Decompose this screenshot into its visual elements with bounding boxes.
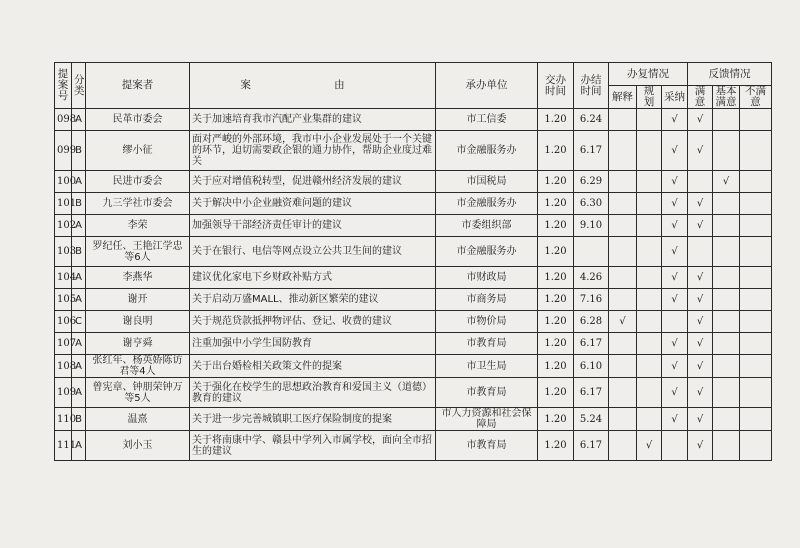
- check-basic: [713, 131, 740, 171]
- row-id: 103: [55, 237, 72, 267]
- row-completed: 7.16: [574, 289, 609, 311]
- row-id: 102: [55, 215, 72, 237]
- check-basic: [713, 215, 740, 237]
- check-explain: [609, 237, 637, 267]
- check-adopt: √: [662, 333, 688, 355]
- check-adopt: √: [662, 378, 688, 408]
- check-explain: [609, 378, 637, 408]
- row-category: A: [72, 215, 86, 237]
- row-title: 关于进一步完善城镇职工医疗保险制度的提案: [190, 408, 436, 431]
- row-proposer: 罗纪任、王艳江学忠等6人: [86, 237, 190, 267]
- row-category: A: [72, 267, 86, 289]
- row-title: 加强领导干部经济责任审计的建议: [190, 215, 436, 237]
- check-adopt: [662, 311, 688, 333]
- table-row: [55, 333, 772, 355]
- check-plan: [637, 408, 662, 431]
- row-proposer: 九三学社市委会: [86, 193, 190, 215]
- row-category: C: [72, 311, 86, 333]
- check-satisfied: √: [688, 267, 713, 289]
- row-category: A: [72, 289, 86, 311]
- row-assigned: 1.20: [538, 311, 574, 333]
- check-satisfied: √: [688, 311, 713, 333]
- row-title: 关于应对增值税转型，促进赣州经济发展的建议: [190, 171, 436, 193]
- check-plan: [637, 171, 662, 193]
- check-unsatisfied: [740, 109, 772, 131]
- check-plan: √: [637, 431, 662, 461]
- table-row: [55, 289, 772, 311]
- table-row: [55, 431, 772, 461]
- row-title: 关于在银行、电信等网点设立公共卫生间的建议: [190, 237, 436, 267]
- check-explain: [609, 333, 637, 355]
- row-completed: 4.26: [574, 267, 609, 289]
- check-adopt: √: [662, 267, 688, 289]
- row-title: 关于将南康中学、赣县中学列入市属学校，面向全市招生的建议: [190, 431, 436, 461]
- check-basic: [713, 237, 740, 267]
- row-assigned: 1.20: [538, 109, 574, 131]
- row-completed: 6.24: [574, 109, 609, 131]
- row-id: 110: [55, 408, 72, 431]
- row-unit: 市金融服务办: [436, 131, 538, 171]
- row-category: A: [72, 378, 86, 408]
- header-unit: 承办单位: [436, 63, 538, 109]
- row-id: 098: [55, 109, 72, 131]
- row-unit: 市国税局: [436, 171, 538, 193]
- row-proposer: 谢亨舜: [86, 333, 190, 355]
- check-plan: [637, 378, 662, 408]
- row-category: B: [72, 237, 86, 267]
- check-satisfied: √: [688, 408, 713, 431]
- check-unsatisfied: [740, 193, 772, 215]
- row-completed: [574, 237, 609, 267]
- row-assigned: 1.20: [538, 237, 574, 267]
- check-explain: [609, 431, 637, 461]
- table-body: [55, 109, 772, 461]
- row-proposer: 刘小玉: [86, 431, 190, 461]
- check-adopt: √: [662, 289, 688, 311]
- row-proposer: 缪小征: [86, 131, 190, 171]
- row-title: 关于解决中小企业融资难问题的建议: [190, 193, 436, 215]
- row-unit: 市财政局: [436, 267, 538, 289]
- check-explain: [609, 193, 637, 215]
- check-unsatisfied: [740, 237, 772, 267]
- row-proposer: 李燕华: [86, 267, 190, 289]
- row-assigned: 1.20: [538, 431, 574, 461]
- check-plan: [637, 289, 662, 311]
- check-unsatisfied: [740, 378, 772, 408]
- row-completed: 6.28: [574, 311, 609, 333]
- row-unit: 市金融服务办: [436, 237, 538, 267]
- row-id: 100: [55, 171, 72, 193]
- check-basic: [713, 408, 740, 431]
- row-category: A: [72, 431, 86, 461]
- row-completed: 6.10: [574, 355, 609, 378]
- check-basic: [713, 378, 740, 408]
- row-id: 108: [55, 355, 72, 378]
- row-assigned: 1.20: [538, 333, 574, 355]
- row-id: 105: [55, 289, 72, 311]
- header-category: 分类: [72, 63, 86, 109]
- row-unit: 市工信委: [436, 109, 538, 131]
- check-unsatisfied: [740, 267, 772, 289]
- check-adopt: √: [662, 131, 688, 171]
- check-basic: [713, 267, 740, 289]
- check-plan: [637, 333, 662, 355]
- row-id: 101: [55, 193, 72, 215]
- header-reply-group: 办复情况: [609, 63, 688, 86]
- header-feedback-group: 反馈情况: [688, 63, 772, 86]
- check-plan: [637, 355, 662, 378]
- header-reply-plan: 规划: [637, 86, 662, 109]
- header-feedback-satisfied: 满意: [688, 86, 713, 109]
- row-category: A: [72, 333, 86, 355]
- row-category: A: [72, 109, 86, 131]
- check-unsatisfied: [740, 289, 772, 311]
- check-satisfied: √: [688, 355, 713, 378]
- table-row: [55, 378, 772, 408]
- row-unit: 市教育局: [436, 378, 538, 408]
- check-explain: [609, 109, 637, 131]
- check-basic: [713, 311, 740, 333]
- row-completed: 6.29: [574, 171, 609, 193]
- check-satisfied: √: [688, 131, 713, 171]
- check-satisfied: √: [688, 193, 713, 215]
- row-completed: 6.17: [574, 378, 609, 408]
- check-satisfied: [688, 171, 713, 193]
- table-row: [55, 109, 772, 131]
- check-plan: [637, 131, 662, 171]
- row-unit: 市教育局: [436, 333, 538, 355]
- check-explain: √: [609, 311, 637, 333]
- row-title: 建议优化家电下乡财政补贴方式: [190, 267, 436, 289]
- row-completed: 6.17: [574, 333, 609, 355]
- row-id: 106: [55, 311, 72, 333]
- row-id: 107: [55, 333, 72, 355]
- table-row: [55, 355, 772, 378]
- row-completed: 6.17: [574, 131, 609, 171]
- check-explain: [609, 289, 637, 311]
- row-completed: 6.17: [574, 431, 609, 461]
- check-satisfied: √: [688, 289, 713, 311]
- check-plan: [637, 215, 662, 237]
- check-explain: [609, 408, 637, 431]
- row-assigned: 1.20: [538, 378, 574, 408]
- check-unsatisfied: [740, 408, 772, 431]
- row-assigned: 1.20: [538, 171, 574, 193]
- check-adopt: √: [662, 109, 688, 131]
- row-proposer: 温熹: [86, 408, 190, 431]
- check-unsatisfied: [740, 355, 772, 378]
- row-proposer: 曾宪章、钟朋荣钟万等5人: [86, 378, 190, 408]
- check-plan: [637, 193, 662, 215]
- header-feedback-unsatisfied: 不满意: [740, 86, 772, 109]
- check-explain: [609, 171, 637, 193]
- row-title: 关于出台婚检相关政策文件的提案: [190, 355, 436, 378]
- row-assigned: 1.20: [538, 289, 574, 311]
- header-reply-adopt: 采纳: [662, 86, 688, 109]
- row-unit: 市教育局: [436, 431, 538, 461]
- check-basic: √: [713, 171, 740, 193]
- row-category: B: [72, 193, 86, 215]
- header-id: 提案号: [55, 63, 72, 109]
- check-adopt: √: [662, 193, 688, 215]
- row-unit: 市商务局: [436, 289, 538, 311]
- check-explain: [609, 355, 637, 378]
- row-completed: 9.10: [574, 215, 609, 237]
- check-unsatisfied: [740, 215, 772, 237]
- header-completed: 办结时间: [574, 63, 609, 109]
- check-explain: [609, 215, 637, 237]
- row-category: B: [72, 131, 86, 171]
- row-proposer: 民革市委会: [86, 109, 190, 131]
- header-title: 案 由: [190, 63, 436, 109]
- check-unsatisfied: [740, 311, 772, 333]
- check-unsatisfied: [740, 171, 772, 193]
- check-explain: [609, 267, 637, 289]
- row-title: 关于启动万盛MALL、推动新区繁荣的建议: [190, 289, 436, 311]
- check-plan: [637, 267, 662, 289]
- check-adopt: √: [662, 215, 688, 237]
- check-satisfied: √: [688, 431, 713, 461]
- row-assigned: 1.20: [538, 131, 574, 171]
- row-assigned: 1.20: [538, 215, 574, 237]
- row-id: 111: [55, 431, 72, 461]
- table-row: [55, 171, 772, 193]
- row-unit: 市人力资源和社会保障局: [436, 408, 538, 431]
- check-satisfied: √: [688, 109, 713, 131]
- row-proposer: 谢良明: [86, 311, 190, 333]
- table-row: [55, 237, 772, 267]
- table-row: [55, 408, 772, 431]
- check-basic: [713, 289, 740, 311]
- row-id: 099: [55, 131, 72, 171]
- check-satisfied: √: [688, 333, 713, 355]
- check-basic: [713, 431, 740, 461]
- row-title: 注重加强中小学生国防教育: [190, 333, 436, 355]
- check-satisfied: √: [688, 215, 713, 237]
- check-adopt: [662, 431, 688, 461]
- row-assigned: 1.20: [538, 355, 574, 378]
- table-row: [55, 311, 772, 333]
- row-assigned: 1.20: [538, 408, 574, 431]
- row-unit: 市物价局: [436, 311, 538, 333]
- check-adopt: √: [662, 237, 688, 267]
- row-assigned: 1.20: [538, 193, 574, 215]
- check-unsatisfied: [740, 131, 772, 171]
- row-assigned: 1.20: [538, 267, 574, 289]
- check-explain: [609, 131, 637, 171]
- check-satisfied: √: [688, 378, 713, 408]
- table-row: [55, 131, 772, 171]
- table-row: [55, 193, 772, 215]
- row-id: 109: [55, 378, 72, 408]
- table-row: [55, 215, 772, 237]
- table-row: [55, 267, 772, 289]
- header-proposer: 提案者: [86, 63, 190, 109]
- check-adopt: √: [662, 408, 688, 431]
- row-proposer: 张红年、杨英娇陈访君等4人: [86, 355, 190, 378]
- row-unit: 市卫生局: [436, 355, 538, 378]
- row-proposer: 李荣: [86, 215, 190, 237]
- row-title: 关于强化在校学生的思想政治教育和爱国主义（道德）教育的建议: [190, 378, 436, 408]
- check-basic: [713, 333, 740, 355]
- header-reply-explain: 解释: [609, 86, 637, 109]
- check-adopt: √: [662, 355, 688, 378]
- row-unit: 市委组织部: [436, 215, 538, 237]
- check-adopt: √: [662, 171, 688, 193]
- check-unsatisfied: [740, 333, 772, 355]
- check-satisfied: [688, 237, 713, 267]
- row-category: A: [72, 171, 86, 193]
- row-title: 关于加速培育我市汽配产业集群的建议: [190, 109, 436, 131]
- row-completed: 5.24: [574, 408, 609, 431]
- row-completed: 6.30: [574, 193, 609, 215]
- row-category: A: [72, 355, 86, 378]
- check-basic: [713, 355, 740, 378]
- check-plan: [637, 311, 662, 333]
- row-id: 104: [55, 267, 72, 289]
- row-proposer: 民进市委会: [86, 171, 190, 193]
- check-basic: [713, 109, 740, 131]
- check-plan: [637, 109, 662, 131]
- check-plan: [637, 237, 662, 267]
- row-title: 关于规范贷款抵押物评估、登记、收费的建议: [190, 311, 436, 333]
- check-unsatisfied: [740, 431, 772, 461]
- row-category: B: [72, 408, 86, 431]
- header-assigned: 交办时间: [538, 63, 574, 109]
- row-unit: 市金融服务办: [436, 193, 538, 215]
- proposal-table: [54, 62, 772, 461]
- header-feedback-basic: 基本满意: [713, 86, 740, 109]
- row-title: 面对严峻的外部环境，我市中小企业发展处于一个关键的环节，迫切需要政企银的通力协作，帮助企业度过难关: [190, 131, 436, 171]
- check-basic: [713, 193, 740, 215]
- row-proposer: 谢开: [86, 289, 190, 311]
